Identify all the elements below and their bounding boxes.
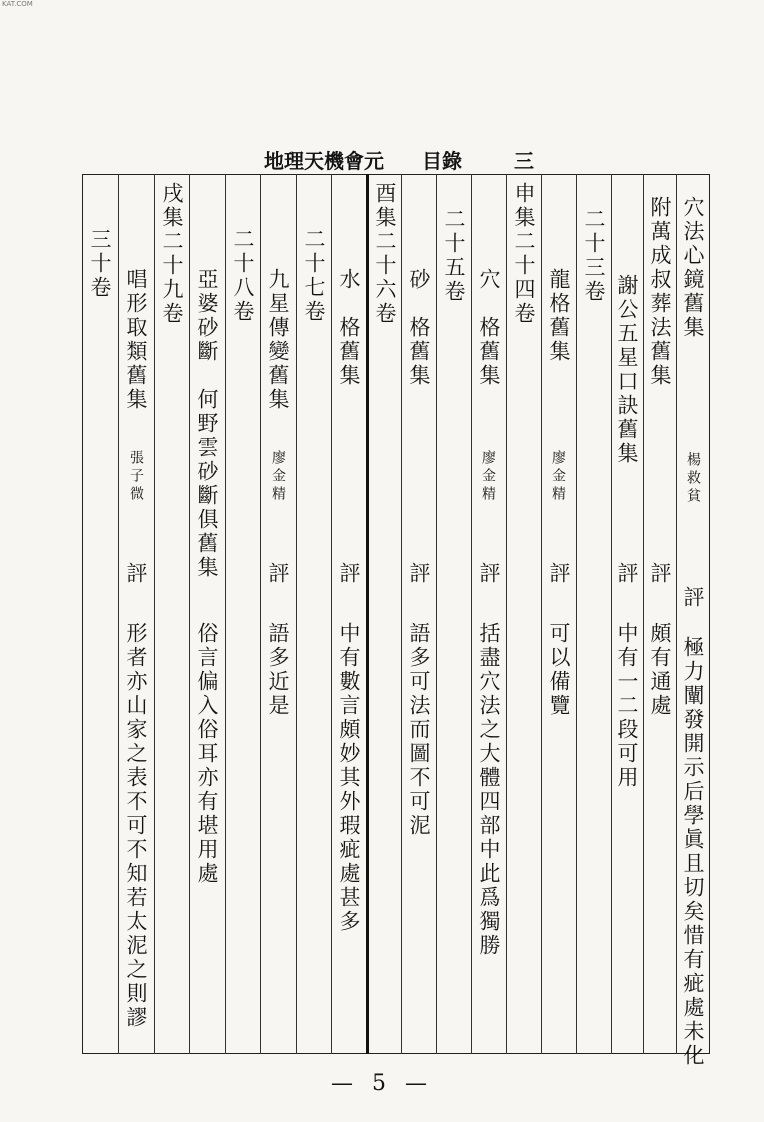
entry-author: 廖金精 — [550, 450, 566, 504]
entry-comment: 可以備覽 — [547, 622, 571, 718]
entry-title: 龍格舊集 — [547, 268, 571, 364]
section-label: 目錄 — [422, 149, 462, 173]
volume-heading: 戌集二十九卷 — [160, 182, 184, 326]
watermark: KAT.COM — [2, 0, 33, 8]
comment-label: 評 — [547, 562, 571, 583]
entry-title: 穴 格舊集 — [477, 268, 501, 388]
volume-heading: 二十五卷 — [442, 208, 466, 304]
comment-label: 評 — [681, 586, 705, 607]
entry-comment: 語多近是 — [266, 622, 290, 718]
header-page-number: 三 — [514, 149, 534, 173]
page-header — [264, 145, 564, 173]
comment-label: 評 — [124, 562, 148, 583]
toc-entry — [225, 174, 260, 1054]
volume-heading: 二十八卷 — [231, 228, 255, 324]
comment-label: 評 — [477, 562, 501, 583]
entry-author: 楊救貧 — [685, 452, 701, 506]
toc-entry — [401, 174, 436, 1054]
entry-comment: 括盡穴法之大體四部中此爲獨勝 — [477, 622, 501, 958]
entry-comment: 頗有通處 — [648, 622, 672, 718]
comment-label: 評 — [337, 562, 361, 583]
entry-comment: 中有一二段可用 — [615, 622, 639, 790]
toc-entry — [118, 174, 154, 1054]
toc-entry — [189, 174, 225, 1054]
entry-title: 穴法心鏡舊集 — [681, 196, 705, 340]
toc-entry — [154, 174, 189, 1054]
toc-entry — [436, 174, 471, 1054]
page-number: — 5 — — [331, 1071, 433, 1096]
toc-entry — [471, 174, 506, 1054]
entry-title: 附萬成叔葬法舊集 — [648, 196, 672, 388]
comment-label: 評 — [266, 562, 290, 583]
toc-entry — [260, 174, 296, 1054]
volume-heading: 申集二十四卷 — [512, 182, 536, 326]
book-title: 地理天機會元 — [264, 149, 384, 173]
toc-entry — [506, 174, 541, 1054]
volume-heading: 三十卷 — [88, 228, 112, 300]
toc-entry — [541, 174, 576, 1054]
entry-comment: 形者亦山家之表不可不知若太泥之則謬 — [124, 622, 148, 1030]
entry-title: 謝公五星口訣舊集 — [615, 274, 639, 466]
entry-author: 廖金精 — [270, 450, 286, 504]
toc-entry — [576, 174, 611, 1054]
toc-entry — [296, 174, 331, 1054]
entry-title: 唱形取類舊集 — [124, 268, 148, 412]
comment-label: 評 — [648, 562, 672, 583]
entry-comment: 俗言偏入俗耳亦有堪用處 — [195, 622, 219, 886]
volume-heading: 酉集二十六卷 — [373, 182, 397, 326]
entry-comment: 語多可法而圖不可泥 — [407, 622, 431, 838]
toc-entry — [82, 174, 118, 1054]
volume-heading: 二十七卷 — [302, 228, 326, 324]
toc-entry — [643, 174, 676, 1054]
entry-title: 九星傳變舊集 — [266, 268, 290, 412]
toc-entry — [676, 174, 710, 1068]
entry-comment: 中有數言頗妙其外瑕疵處甚多 — [337, 622, 361, 934]
toc-entry — [331, 174, 366, 1054]
volume-heading: 二十三卷 — [582, 208, 606, 304]
toc-entry — [611, 174, 643, 1054]
entry-title: 砂 格舊集 — [407, 268, 431, 388]
entry-author: 張子微 — [128, 450, 144, 504]
comment-label: 評 — [407, 562, 431, 583]
comment-label: 評 — [615, 562, 639, 583]
entry-author: 廖金精 — [480, 450, 496, 504]
toc-entry — [366, 174, 401, 1054]
entry-comment: 極力闡發開示后學眞且切矣惜有疵處未化 — [681, 636, 705, 1068]
entry-title: 水 格舊集 — [337, 268, 361, 388]
entry-title: 亞婆砂斷 何野雲砂斷俱舊集 — [195, 268, 219, 580]
